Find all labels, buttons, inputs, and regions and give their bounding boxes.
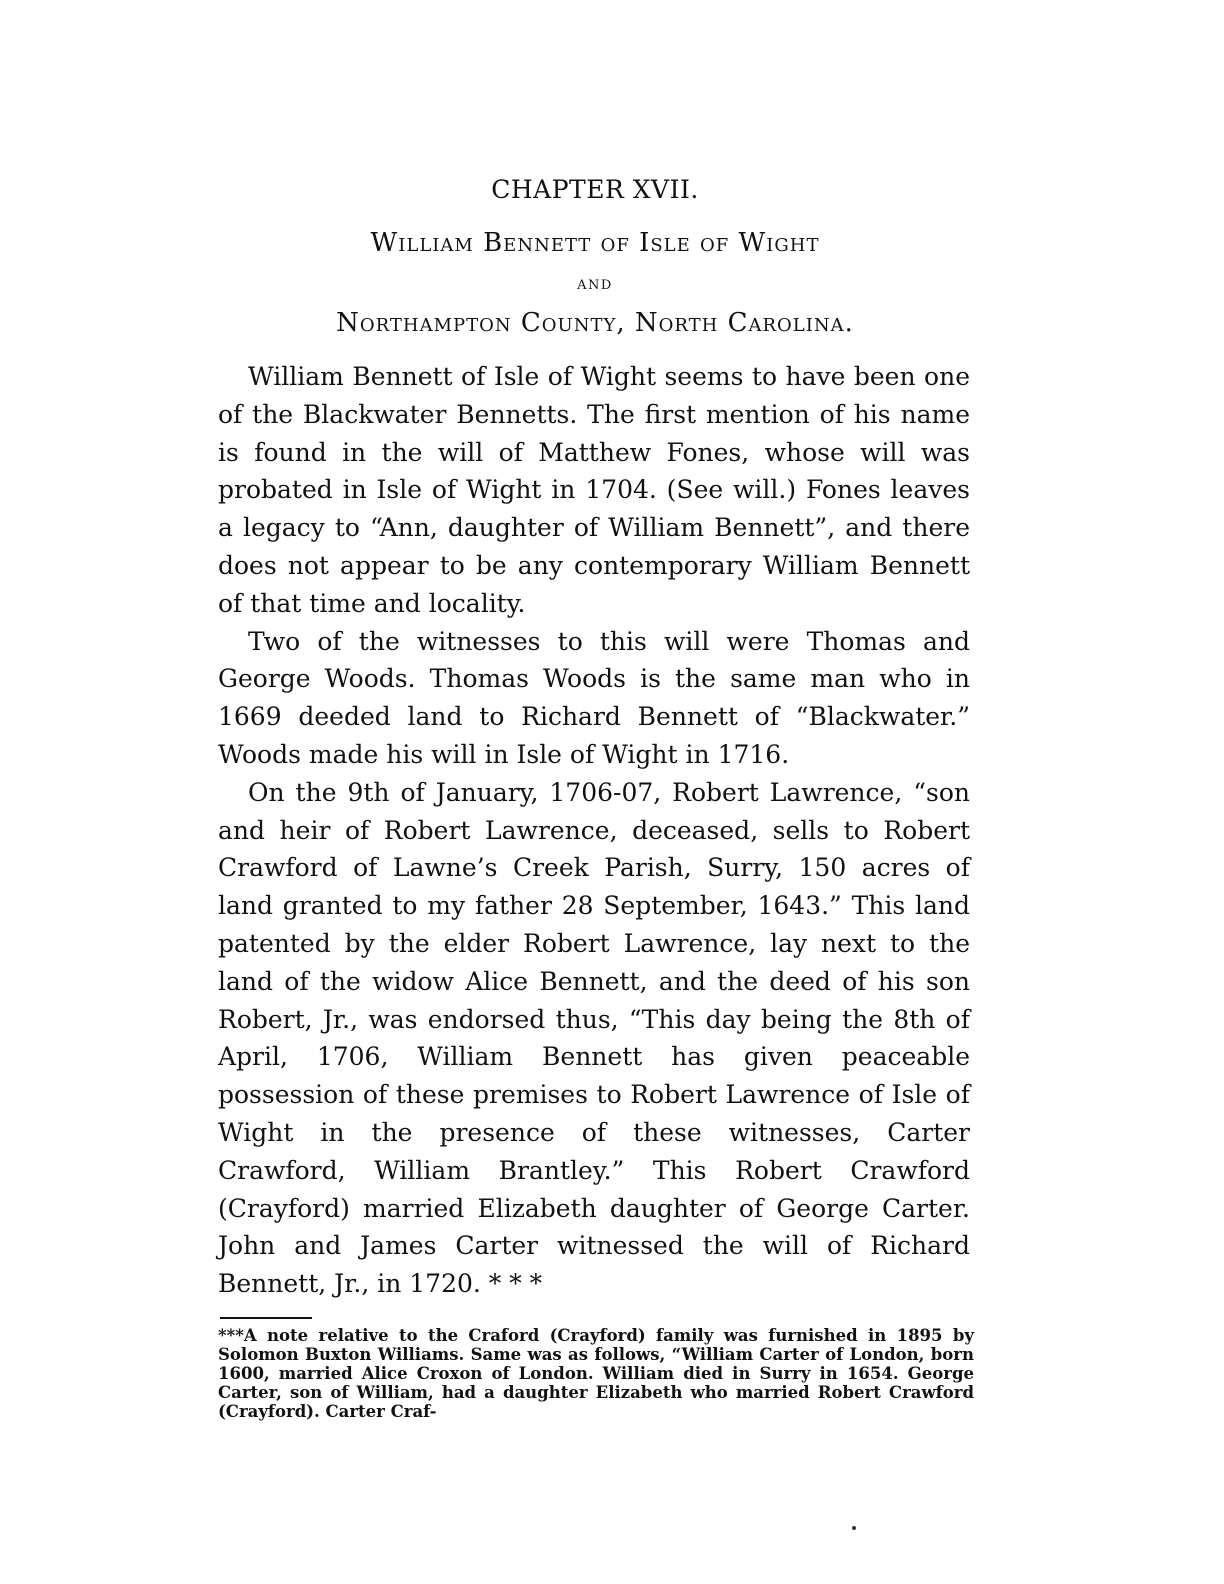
chapter-number: CHAPTER XVII. <box>491 175 699 204</box>
paragraph-3: On the 9th of January, 1706-07, Robert Lawrence, “son and heir of Robert Lawrence, deceased, sells to Robert Crawford of Lawne’s Creek Parish, Surry, 150 acres of land granted to my father 28 September, 1643.” This land patented by the elder Robert Lawrence, lay next to the land of the widow Alice Bennett, and the deed of his son Robert, Jr., was endorsed thus, “This day being the 8th of April, 1706, William Bennett has given peaceable possession of these premises to Robert Lawrence of Isle of Wight in the presence of these witnesses, Carter Crawford, William Brantley.” This Robert Crawford (Crayford) married Elizabeth daughter of George Carter. John and James Carter witnessed the will of Richard Bennett, Jr., in 1720. * * * <box>218 777 970 1299</box>
paragraph-2: Two of the witnesses to this will were Thomas and George Woods. Thomas Woods is the same man who in 1669 deeded land to Richard Bennett of “Blackwater.” Woods made his will in Isle of Wight in 1716. <box>218 626 970 769</box>
chapter-title-line-2: and <box>577 272 613 294</box>
footnote: ***A note relative to the Craford (Crayford) family was furnished in 1895 by Solomon Buxton Williams. Same was as follows, “William Carter of London, born 1600, married Alice Croxon of London. William died in Surry in 1654. George Carter, son of William, had a daughter Elizabeth who married Robert Crawford (Crayford). Carter Craf- <box>218 1326 974 1421</box>
scan-speck <box>852 1526 856 1530</box>
chapter-title-line-1: William Bennett of Isle of Wight <box>370 228 820 258</box>
body-text <box>218 358 970 1303</box>
paragraph-1: William Bennett of Isle of Wight seems to have been one of the Blackwater Bennetts. The first mention of his name is found in the will of Matthew Fones, whose will was probated in Isle of Wight in 1704. (See will.) Fones leaves a legacy to “Ann, daughter of William Bennett”, and there does not appear to be any contemporary William Bennett of that time and locality. <box>218 362 970 618</box>
chapter-title-line-3: Northampton County, North Carolina. <box>336 308 854 338</box>
footnote-divider <box>220 1317 312 1319</box>
